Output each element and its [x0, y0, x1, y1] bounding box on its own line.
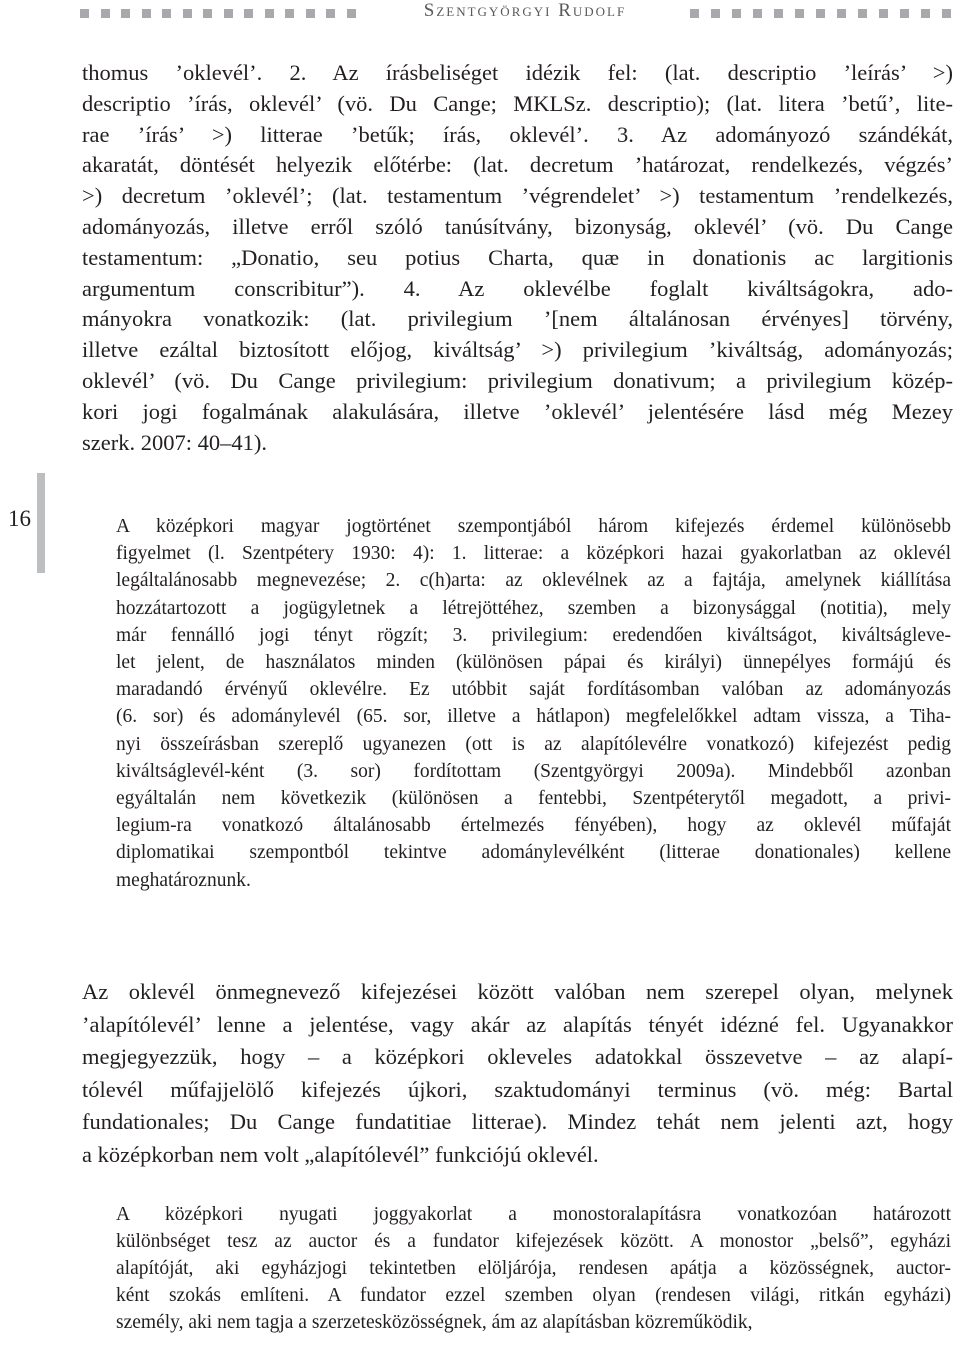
header-ornament-square — [774, 9, 783, 18]
main-paragraph-1-line: >) decretum ’oklevél’; (lat. testamentum ’végrendelet’ >) testamentum ’rendelkezés, — [82, 183, 953, 209]
footnote-1 — [116, 513, 951, 894]
header-ornament-square — [900, 9, 909, 18]
main-paragraph-1-line: descriptio ’írás, oklevél’ (vö. Du Cange; MKLSz. descriptio); (lat. litera ’betű’, lite- — [82, 90, 953, 116]
footnote-2-line: A középkori nyugati joggyakorlat a monostoralapításra vonatkozóan határozott — [116, 1204, 951, 1225]
main-paragraph-2-line: tólevél műfajjelölő kifejezés újkori, szaktudományi terminus (vö. még: Bartal — [82, 1076, 953, 1102]
main-paragraph-2-line: megjegyezzük, hogy – a középkori okleveles adatokkal összevetve – az alapí- — [82, 1044, 953, 1070]
main-paragraph-2-line: ’alapítólevél’ lenne a jelentése, vagy akár az alapítás tényét idézné fel. Ugyanakkor — [82, 1011, 953, 1037]
header-ornament-square — [690, 9, 699, 18]
header-ornament-square — [347, 9, 356, 18]
main-paragraph-1-line: akaratát, döntését helyezik előtérbe: (lat. decretum ’határozat, rendelkezés, végzés’ — [82, 152, 953, 178]
header-ornament-square — [203, 9, 212, 18]
main-paragraph-1 — [82, 58, 953, 458]
footnote-1-line: nyi összeírásban szereplő ugyanezen (ott is az alapítólevélre vonatkozó) kifejezést pedig — [116, 733, 951, 755]
header-ornament-square — [183, 9, 192, 18]
main-paragraph-1-line: kori jogi fogalmának alakulására, illetve ’oklevél’ jelentésére lásd még Mezey — [82, 398, 953, 424]
page-number: 16 — [8, 506, 31, 531]
header-ornament-square — [732, 9, 741, 18]
footnote-2 — [116, 1201, 951, 1336]
footnote-1-line: legium-ra vonatkozó általánosabb értelmezés fényében), hogy az oklevél műfaját — [116, 815, 951, 837]
header-ornament-square — [306, 9, 315, 18]
footnote-1-line: hozzátartozott a jogügyletnek a létrejöttéhez, szemben a bizonysággal (notitia), mely — [116, 597, 951, 619]
header-ornament-square — [942, 9, 951, 18]
footnote-1-line: maradandó érvényű oklevélre. Ez utóbbit saját fordításomban valóban az adományozás — [116, 679, 951, 701]
footnote-1-line: (6. sor) és adománylevél (65. sor, illetve a hátlapon) megfelelőkkel adtam vissza, a Tiha- — [116, 706, 951, 728]
header-ornament-square — [858, 9, 867, 18]
main-paragraph-1-line: argumentum conscribitur”). 4. Az oklevélbe foglalt kiváltságokra, ado- — [82, 275, 953, 301]
footnote-1-line: A középkori magyar jogtörténet szempontjából három kifejezés érdemel különösebb — [116, 516, 951, 537]
header-ornament-square — [921, 9, 930, 18]
header-ornament-square — [162, 9, 171, 18]
header-ornament-square — [80, 9, 89, 18]
main-paragraph-1-line: adományozás, illetve erről szóló tanúsítvány, bizonyság, oklevél’ (vö. Du Cange — [82, 213, 953, 239]
header-ornament-square — [837, 9, 846, 18]
footnote-2-line: személy, aki nem tagja a szerzetesközösségnek, ám az alapításban közreműködik, — [116, 1312, 753, 1333]
main-paragraph-1-line: rae ’írás’ >) litterae ’betűk; írás, oklevél’. 3. Az adományozó szándékát, — [82, 121, 953, 147]
header-ornament-square — [142, 9, 151, 18]
main-paragraph-2-line: a középkorban nem volt „alapítólevél” funkciójú oklevél. — [82, 1141, 599, 1167]
footnote-1-line: kiváltságlevél-ként (3. sor) fordítottam (Szentgyörgyi 2009a). Mindebből azonban — [116, 760, 951, 782]
footnote-1-line: diplomatikai szempontból tekintve adománylevélként (litterae donationales) kellene — [116, 842, 951, 864]
header-ornament-square — [753, 9, 762, 18]
header-ornament-square — [879, 9, 888, 18]
header-ornament-square — [711, 9, 720, 18]
header-ornament-square — [285, 9, 294, 18]
main-paragraph-2-line: Az oklevél önmegnevező kifejezései között valóban nem szerepel olyan, melynek — [82, 979, 953, 1004]
footnote-2-line: alapítóját, aki egyházjogi tekintetben elöljárója, rendesen apátja a közösségnek, auctor- — [116, 1258, 951, 1279]
footnote-1-line: egyáltalán nem következik (különösen a fentebbi, Szentpéterytől megadott, a privi- — [116, 788, 951, 810]
running-head-author: Szentgyörgyi Rudolf — [423, 0, 627, 21]
main-paragraph-1-line: mányokra vonatkozik: (lat. privilegium ’[nem általánosan érvényes] törvény, — [82, 306, 953, 332]
header-ornament-square — [795, 9, 804, 18]
header-ornament-square — [816, 9, 825, 18]
footnote-2-line: ként szokás említeni. A fundator ezzel szemben olyan (rendesen világi, ritkán egyházi) — [116, 1285, 951, 1306]
footnote-1-line: let jelent, de használatos minden (különösen pápai és királyi) ünnepélyes formájú és — [116, 652, 951, 674]
header-ornament-square — [244, 9, 253, 18]
footnote-1-line: legáltalánosabb megnevezése; 2. c(h)arta: az oklevélnek az a fajtája, amelynek kiállítása — [116, 570, 951, 592]
footnote-1-line: meghatároznunk. — [116, 869, 251, 891]
main-paragraph-2-line: fundationales; Du Cange fundatitiae litterae). Mindez tehát nem jelenti azt, hogy — [82, 1109, 953, 1135]
main-paragraph-1-line: illetve ezáltal biztosított előjog, kiváltság’ >) privilegium ’kiváltság, adományozás; — [82, 337, 953, 363]
header-ornament-square — [326, 9, 335, 18]
main-paragraph-1-line: testamentum: „Donatio, seu potius Charta, quæ in donationis ac largitionis — [82, 244, 953, 270]
footnote-2-line: különbséget tesz az auctor és a fundator kifejezések között. A monostor „belső”, egyházi — [116, 1231, 951, 1252]
main-paragraph-1-line: szerk. 2007: 40–41). — [82, 429, 267, 455]
header-ornament-square — [265, 9, 274, 18]
footnote-1-line: már fennálló jogi tényt rögzít; 3. privilegium: eredendően kiváltságot, kiváltságleve- — [116, 624, 951, 646]
header-ornament-square — [224, 9, 233, 18]
margin-bar — [37, 473, 45, 573]
header-ornament-square — [101, 9, 110, 18]
main-paragraph-1-line: oklevél’ (vö. Du Cange privilegium: privilegium donativum; a privilegium közép- — [82, 367, 953, 393]
main-paragraph-2 — [82, 976, 953, 1172]
header-ornament-square — [121, 9, 130, 18]
main-paragraph-1-line: thomus ’oklevél’. 2. Az írásbeliséget idézik fel: (lat. descriptio ’leírás’ >) — [82, 60, 953, 85]
footnote-1-line: figyelmet (l. Szentpétery 1930: 4): 1. litterae: a középkori hazai gyakorlatban az oklevél — [116, 543, 951, 565]
